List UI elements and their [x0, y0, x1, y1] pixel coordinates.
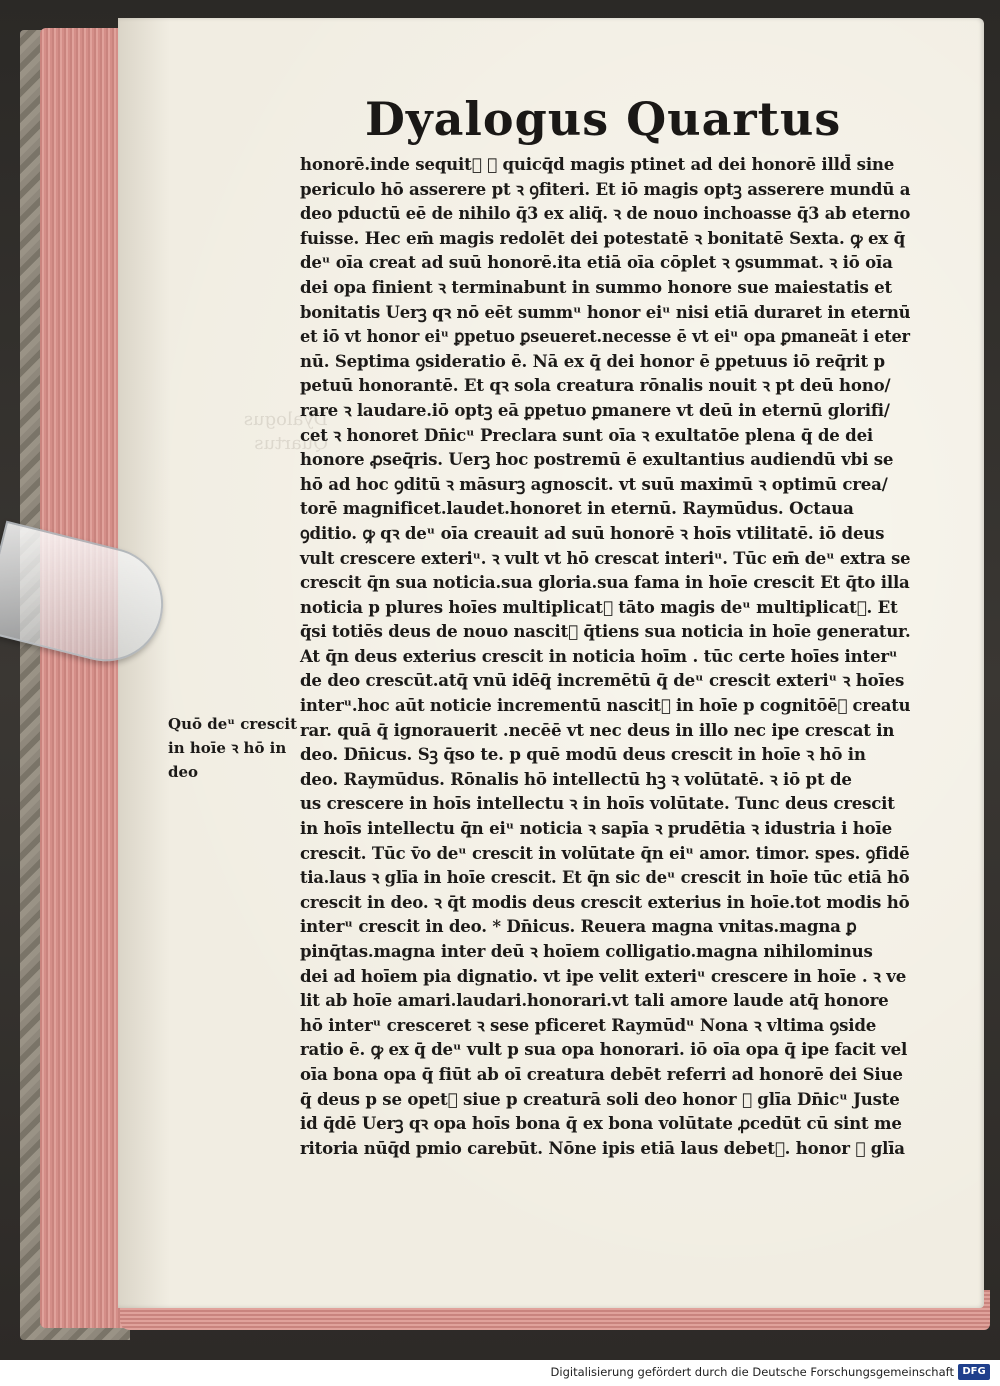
text-line: deo. Dn̄icus. Sꝫ q̄so te. p quē modū deus crescit in hoīe ꝛ hō in: [300, 744, 866, 765]
text-line: de deo crescūt.atq̄ vnū idēq̄ incremētū q̄ deᵘ crescit exteriᵘ ꝛ hoīes: [300, 670, 905, 691]
red-page-edges: [40, 28, 130, 1328]
bleed-line: Dyalogus: [243, 409, 328, 430]
text-line: fuisse. Hec em̄ magis redolēt dei potestatē ꝛ bonitatē Sexta. ꝙ ex q̄: [300, 227, 905, 248]
text-line: pinq̄tas.magna inter deū ꝛ hoīem colligatio.magna nihilominus: [300, 941, 873, 961]
footer-bar: [0, 1360, 1000, 1386]
text-line: hō ad hoc ꝯditū ꝛ māsurꝫ agnoscit. vt suū maximū ꝛ optimū crea/: [300, 473, 888, 494]
text-line: dei ad hoīem pia dignatio. vt ipe velit exteriᵘ crescere in hoīe . ꝛ ve: [300, 965, 907, 986]
text-line: rare ꝛ laudare.iō optꝫ eā ꝑpetuo ꝑmanere vt deū in eternū glorifi/: [300, 399, 890, 420]
text-line: crescit in deo. ꝛ q̄t modis deus crescit exterius in hoīe.tot modis hō: [300, 891, 910, 912]
bleed-line: Quartus: [254, 433, 328, 454]
funding-credit: Digitalisierung gefördert durch die Deutsche Forschungsgemeinschaft: [550, 1365, 954, 1379]
text-line: honorē.inde sequit᷑ ꝙ quicq̄d magis ptinet ad dei honorē illd̄ sine: [300, 154, 895, 174]
text-line: oīa bona opa q̄ fiūt ab oī creatura debēt referri ad honorē dei Siue: [300, 1063, 903, 1084]
text-line: vult crescere exteriᵘ. ꝛ vult vt hō crescat interiᵘ. Tūc em̄ deᵘ extra se: [300, 547, 911, 568]
marginal-line: deo: [168, 763, 199, 781]
text-line: ratio ē. ꝙ ex q̄ deᵘ vult p sua opa honorari. iō oīa opa q̄ ipe facit vel: [300, 1039, 908, 1060]
text-line: q̄si totiēs deus de nouo nascit᷑ q̄tiens sua noticia in hoīe generatur.: [300, 621, 911, 642]
marginal-note: [168, 712, 298, 784]
text-line: id q̄dē Uerꝫ qꝛ opa hoīs bona q̄ ex bona volūtate ꝓcedūt cū sint me: [300, 1113, 902, 1134]
text-line: ritoria nūq̄d pmio carebūt. Nōne ipis etiā laus debet᷑. honor ꝛ glīa: [300, 1137, 905, 1158]
dfg-logo-icon: DFG: [958, 1364, 990, 1380]
text-line: interᵘ.hoc aūt noticie incrementū nascit᷑ in hoīe p cognitōēꝫ creatu: [300, 695, 911, 716]
text-line: rar. quā q̄ ignorauerit .necēē vt nec deus in illo nec ipe crescat in: [300, 719, 895, 740]
text-line: hō interᵘ cresceret ꝛ sese pficeret Raymūdᵘ Nona ꝛ vltima ꝯside: [300, 1014, 877, 1035]
text-line: crescit. Tūc v̄o deᵘ crescit in volūtate q̄n eiᵘ amor. timor. spes. ꝯfidē: [300, 842, 910, 863]
text-line: in hoīs intellectu q̄n eiᵘ noticia ꝛ sapīa ꝛ prudētia ꝛ idustria i hoīe: [300, 818, 892, 839]
text-line: crescit q̄n sua noticia.sua gloria.sua fama in hoīe crescit Et q̄to illa: [300, 572, 910, 593]
text-line: bonitatis Uerꝫ qꝛ nō eēt summᵘ honor eiᵘ nisi etiā duraret in eternū: [300, 301, 911, 322]
text-line: honore ꝓseq̄ris. Uerꝫ hoc postremū ē exultantius audiendū vbi se: [300, 449, 894, 470]
text-line: At q̄n deus exterius crescit in noticia hoīm . tūc certe hoīes interᵘ: [300, 645, 898, 666]
text-line: us crescere in hoīs intellectu ꝛ in hoīs volūtate. Tunc deus crescit: [300, 793, 895, 814]
text-line: interᵘ crescit in deo. * Dn̄icus. Reuera magna vnitas.magna ꝑ: [300, 916, 857, 937]
text-line: ꝯditio. ꝙ qꝛ deᵘ oīa creauit ad suū honorē ꝛ hoīs vtilitatē. iō deus: [300, 522, 885, 543]
text-line: torē magnificet.laudet.honoret in eternū. Raymūdus. Octaua: [300, 498, 854, 519]
marginal-line: in hoīe ꝛ hō in: [168, 739, 287, 757]
text-line: cet ꝛ honoret Dn̄icᵘ Preclara sunt oīa ꝛ exultatōe plena q̄ de dei: [300, 424, 874, 445]
text-line: noticia p plures hoīes multiplicat᷑ tāto magis deᵘ multiplicat᷑. Et: [300, 596, 898, 617]
text-line: deo. Raymūdus. Rōnalis hō intellectū hꝫ ꝛ volūtatē. ꝛ iō pt de: [300, 768, 852, 789]
text-line: q̄ deus p se opet᷑ siue p creaturā soli deo honor ꝛ glīa Dn̄icᵘ Juste: [300, 1088, 900, 1109]
marginal-line: Quō deᵘ crescit: [168, 715, 298, 733]
text-line: deo pductū eē de nihilo q̄3 ex aliq̄. ꝛ de nouo inchoasse q̄3 ab eterno: [300, 203, 911, 224]
text-line: lit ab hoīe amari.laudari.honorari.vt tali amore laude atq̄ honore: [300, 990, 889, 1011]
text-line: dei opa finient ꝛ terminabunt in summo honore sue maiestatis et: [300, 276, 893, 297]
body-text-block: [300, 152, 910, 1160]
text-line: et iō vt honor eiᵘ ꝑpetuo ꝑseueret.necesse ē vt eiᵘ opa ꝑmaneāt i eter: [300, 326, 910, 347]
text-line: deᵘ oīa creat ad suū honorē.ita etiā oīa cōplet ꝛ ꝯsummat. ꝛ iō oīa: [300, 252, 893, 273]
text-line: tia.laus ꝛ glīa in hoīe crescit. Et q̄n sic deᵘ crescit in hoīe tūc etiā hō: [300, 867, 910, 888]
text-line: nū. Septima ꝯsideratio ē. Nā ex q̄ dei honor ē ꝑpetuus iō req̄rit p: [300, 350, 885, 371]
text-line: petuū honorantē. Et qꝛ sola creatura rōnalis nouit ꝛ pt deū hono/: [300, 375, 891, 396]
text-line: periculo hō asserere pt ꝛ ꝯfiteri. Et iō magis optꝫ asserere mundū a: [300, 178, 911, 199]
page-title: Dyalogus Quartus: [365, 92, 842, 146]
